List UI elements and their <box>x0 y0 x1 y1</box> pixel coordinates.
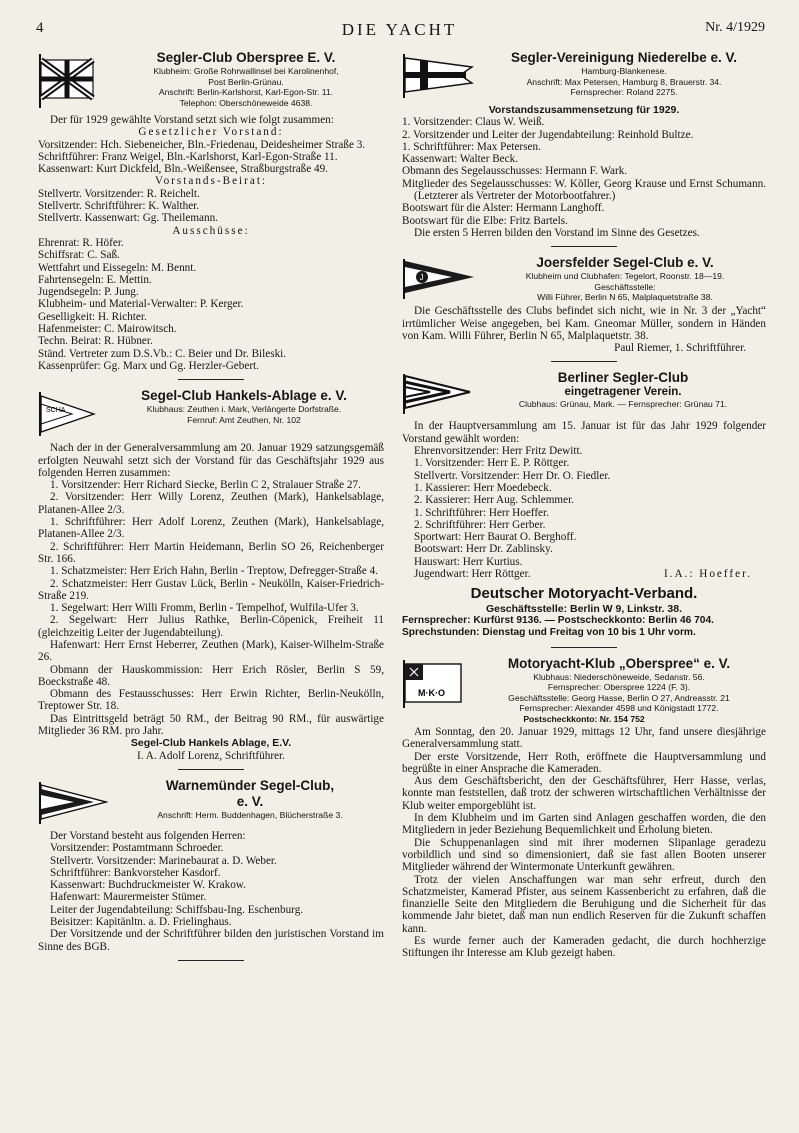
left-column <box>38 50 384 969</box>
niederelbe-burgee-icon <box>402 52 474 100</box>
page-number: 4 <box>36 20 44 36</box>
niederelbe-line: Bootswart für die Elbe: Fritz Bartels. <box>402 214 568 227</box>
niederelbe-line: 1. Vorsitzender: Claus W. Weiß. <box>402 116 545 129</box>
motoryacht-info-5: Postscheckkonto: Nr. 154 752 <box>523 713 645 724</box>
joersfelder-info-2: Geschäftsstelle: <box>594 281 656 292</box>
verband-line: Sprechstunden: Dienstag und Freitag von 10 bis 1 Uhr vorm. <box>402 627 696 639</box>
joersfelder-title: Joersfelder Segel-Club e. V. <box>536 255 714 271</box>
warnemuende-line: Hafenwart: Maurermeister Stümer. <box>50 891 207 904</box>
hankels-line: Das Eintrittsgeld beträgt 50 RM., der Beitrag 90 RM., für auswärtige Mitglieder 36 RM. pro Jahr. <box>38 712 384 738</box>
divider <box>178 769 244 770</box>
berliner-line: 1. Schriftführer: Herr Hoeffer. <box>414 506 549 519</box>
berliner-subtitle: eingetragener Verein. <box>564 386 682 399</box>
berliner-info: Clubhaus: Grünau, Mark. — Fernsprecher: Grünau 71. <box>518 398 728 409</box>
warnemuende-intro: Der Vorstand besteht aus folgenden Herren: <box>50 829 246 842</box>
motoryacht-para: Es wurde ferner auch der Kameraden gedacht, die durch hochherzige Stiftungen ihr Interesse am Klub gezeigt haben. <box>402 935 766 960</box>
oberspree-line: Klubheim- und Material-Verwalter: P. Kerger. <box>38 298 244 311</box>
hankels-line: 2. Schriftführer: Herr Martin Heidemann, Berlin SO 26, Reichenberger Str. 166. <box>38 540 384 565</box>
niederelbe-info-2: Anschrift: Max Petersen, Hamburg 8, Brauerstr. 34. <box>526 76 722 87</box>
club-oberspree <box>38 50 384 372</box>
issue-number: Nr. 4/1929 <box>705 20 765 35</box>
niederelbe-line: Kassenwart: Walter Beck. <box>402 153 519 166</box>
joersfelder-burgee-icon <box>402 257 476 301</box>
niederelbe-info-1: Hamburg-Blankenese. <box>581 66 667 76</box>
magazine-title: DIE YACHT <box>341 20 458 39</box>
section-motoryacht-verband <box>402 584 766 639</box>
hankels-info-2: Fernruf: Amt Zeuthen, Nr. 102 <box>187 414 301 425</box>
warnemuende-line: Vorsitzender: Postamtmann Schroeder. <box>50 842 224 855</box>
warnemuende-outro: Der Vorsitzende und der Schriftführer bilden den juristischen Vorstand im Sinne des BGB. <box>38 928 384 953</box>
motoryacht-para: Aus dem Geschäftsbericht, den der Geschäftsführer, Herr Hasse, verlas, konnte man feststellen, daß trotz der schweren wirtschaftlichen Verhältnisse der Klub weiter emporgeblüht ist. <box>402 775 766 812</box>
verband-line: Geschäftsstelle: Berlin W 9, Linkstr. 38. <box>485 602 683 615</box>
oberspree-info-2: Post Berlin-Grünau. <box>208 76 284 87</box>
berliner-line: Stellvertr. Vorsitzender: Herr Dr. O. Fiedler. <box>414 469 611 482</box>
hankels-line: 1. Vorsitzender: Herr Richard Siecke, Berlin C 2, Stralauer Straße 27. <box>50 479 361 492</box>
oberspree-intro: Der für 1929 gewählte Vorstand setzt sich wie folgt zusammen: <box>50 114 334 126</box>
berliner-burgee-icon <box>402 372 472 416</box>
club-berliner <box>402 370 766 580</box>
niederelbe-line: 2. Vorsitzender und Leiter der Jugendabteilung: Reinhold Bultze. <box>402 128 694 141</box>
berliner-line: Bootswart: Herr Dr. Zablinsky. <box>414 543 553 556</box>
oberspree-info-4: Telephon: Oberschöneweide 4638. <box>179 97 313 108</box>
motoryacht-para: Der erste Vorsitzende, Herr Roth, eröffnete die Hauptversammlung und begrüßte in einer Ansprache die Kameraden. <box>402 750 766 775</box>
warnemuende-line: Stellvertr. Vorsitzender: Marinebaurat a. D. Weber. <box>50 854 277 867</box>
hankels-signature-club: Segel-Club Hankels Ablage, E.V. <box>130 737 292 750</box>
niederelbe-line: 1. Schriftführer: Max Petersen. <box>402 140 541 153</box>
hankels-title: Segel-Club Hankels-Ablage e. V. <box>141 388 347 404</box>
oberspree-line: Schiffsrat: C. Saß. <box>38 249 120 262</box>
oberspree-heading-2: Vorstands-Beirat: <box>154 175 268 188</box>
divider <box>551 361 617 362</box>
club-niederelbe <box>402 50 766 239</box>
svg-text:M·K·O: M·K·O <box>418 687 445 698</box>
berliner-line: Hauswart: Herr Kurtius. <box>414 555 523 568</box>
oberspree-line: Stellvertr. Kassenwart: Gg. Theilemann. <box>38 212 218 225</box>
hankels-line: Hafenwart: Herr Ernst Heberrer, Zeuthen (Mark), Kaiser-Wilhelm-Straße 26. <box>38 638 384 664</box>
hankels-line: 1. Schriftführer: Herr Adolf Lorenz, Zeuthen (Mark), Hankelsablage, Platanen-Allee 2/3. <box>38 516 384 541</box>
divider <box>551 647 617 648</box>
oberspree-line: Stellvertr. Vorsitzender: R. Reichelt. <box>38 187 200 200</box>
berliner-line: Jugendwart: Herr Röttger. <box>414 568 531 581</box>
motoryacht-info-2: Fernsprecher: Oberspree 1224 (F. 3). <box>547 682 691 692</box>
berliner-signature: I.A.: Hoeffer. <box>663 568 752 581</box>
warnemuende-line: Schriftführer: Bankvorsteher Kasdorf. <box>50 866 221 879</box>
motoryacht-para: Am Sonntag, den 20. Januar 1929, mittags 12 Uhr, fand unsere diesjährige Generalversammlung statt. <box>402 726 766 751</box>
divider <box>178 960 244 961</box>
oberspree-info-1: Klubheim: Große Rohrwallinsel bei Karolinenhof, <box>153 66 339 76</box>
divider <box>551 246 617 247</box>
hankels-line: Obmann der Hauskommission: Herr Erich Rösler, Berlin S 59, Boeckstraße 48. <box>38 663 384 688</box>
club-joersfelder <box>402 255 766 354</box>
niederelbe-info-3: Fernsprecher: Roland 2275. <box>570 87 678 97</box>
right-column <box>402 50 766 960</box>
joersfelder-info-3: Willi Führer, Berlin N 65, Malplaquetstraße 38. <box>537 292 713 303</box>
niederelbe-line: Obmann des Segelausschusses: Hermann F. Wark. <box>402 165 628 178</box>
motoryacht-flag-icon <box>402 658 464 710</box>
warnemuende-line: Beisitzer: Kapitänltn. a. D. Frielinghaus. <box>50 916 232 929</box>
niederelbe-title: Segler-Vereinigung Niederelbe e. V. <box>510 50 738 65</box>
oberspree-title: Segler-Club Oberspree E. V. <box>156 50 336 65</box>
berliner-last-row <box>402 568 766 580</box>
oberspree-line: Ständ. Vertreter zum D.S.Vb.: C. Beier und Dr. Bileski. <box>38 347 287 360</box>
joersfelder-info-1: Klubheim und Clubhafen: Tegelort, Roonstr. 18—19. <box>525 271 725 282</box>
berliner-title: Berliner Segler-Club <box>557 370 689 386</box>
motoryacht-para: In dem Klubheim und im Garten sind Anlagen geschaffen worden, die den Mitgliedern in jeder Beziehung Bequemlichkeit und Erholung bieten. <box>402 812 766 837</box>
berliner-line: Ehrenvorsitzender: Herr Fritz Dewitt. <box>414 445 583 458</box>
motoryacht-info-1: Klubhaus: Niederschöneweide, Sedanstr. 56. <box>533 671 705 682</box>
hankels-line: 2. Segelwart: Herr Julius Rathke, Berlin-Cöpenick, Freiheit 11 (gleichzeitig Leiter der Jugendabteilung). <box>38 614 384 639</box>
motoryacht-title: Motoryacht-Klub „Oberspree“ e. V. <box>507 655 731 671</box>
oberspree-burgee-icon <box>38 52 100 110</box>
motoryacht-info-4: Fernsprecher: Alexander 4598 und Königstadt 1772. <box>519 703 719 713</box>
club-warnemuende <box>38 778 384 953</box>
motoryacht-info-3: Geschäftsstelle: Georg Hasse, Berlin O 27, Andreasstr. 21 <box>508 692 730 703</box>
hankels-intro: Nach der in der Generalversammlung am 20. Januar 1929 satzungsgemäß erfolgten Neuwahl setzt sich der Vorstand für das Geschäftsjahr 1929 aus folgenden Herren zusammen: <box>38 442 384 479</box>
hankels-signature: I. A. Adolf Lorenz, Schriftführer. <box>137 749 285 762</box>
hankels-line: 2. Schatzmeister: Herr Gustav Lück, Berlin - Neukölln, Kaiser-Friedrich-Straße 219. <box>38 577 384 602</box>
hankels-burgee-icon <box>38 390 96 438</box>
motoryacht-para: Trotz der vielen Anschaffungen war man sehr erfreut, durch den Schatzmeister, Kamerad Pfister, aus seinem Kassenbericht zu erfahren, daß die finanzielle Seite den Mitgliedern die Beruhigung und die Sicherheit für das kommende Jahr bietet, daß man nun endlich Reserven für die Zukunft schaffen kann. <box>402 873 766 935</box>
oberspree-info-3: Anschrift: Berlin-Karlshorst, Karl-Egon-Str. 11. <box>158 87 334 97</box>
oberspree-line: Schriftführer: Franz Weigel, Bln.-Karlshorst, Karl-Egon-Straße 11. <box>38 150 338 163</box>
berliner-intro: In der Hauptversammlung am 15. Januar ist für das Jahr 1929 folgender Vorstand gewählt worden: <box>402 420 766 445</box>
svg-text:J: J <box>419 273 424 283</box>
page-header <box>0 20 799 44</box>
oberspree-line: Kassenwart: Kurt Dickfeld, Bln.-Weißensee, Straßburgstraße 49. <box>38 163 328 176</box>
oberspree-line: Ehrenrat: R. Höfer. <box>38 236 124 249</box>
joersfelder-signature: Paul Riemer, 1. Schriftführer. <box>614 342 746 355</box>
oberspree-line: Jugendsegeln: P. Jung. <box>38 286 139 299</box>
hankels-line: 2. Vorsitzender: Herr Willy Lorenz, Zeuthen (Mark), Hankelsablage, Platanen-Allee 2/3. <box>38 491 384 516</box>
niederelbe-line: Mitglieder des Segelausschusses: W. Köller, Georg Krause und Ernst Schumann. (Letzterer als Vertreter der Motorbootfahrer.) <box>402 177 766 203</box>
verband-line: Fernsprecher: Kurfürst 9136. — Postscheckkonto: Berlin 46 704. <box>402 614 714 626</box>
warnemuende-title-2: e. V. <box>236 793 264 809</box>
hankels-info-1: Klubhaus: Zeuthen i. Mark, Verlängerte Dorfstraße. <box>146 404 342 415</box>
berliner-line: Sportwart: Herr Baurat O. Berghoff. <box>414 531 577 544</box>
svg-text:SCHA: SCHA <box>46 407 66 415</box>
niederelbe-outro: Die ersten 5 Herren bilden den Vorstand im Sinne des Gesetzes. <box>414 226 700 239</box>
oberspree-line: Techn. Beirat: R. Hübner. <box>38 335 153 348</box>
berliner-line: 2. Kassierer: Herr Aug. Schlemmer. <box>414 494 574 507</box>
berliner-line: 1. Vorsitzender: Herr E. P. Röttger. <box>414 457 570 470</box>
warnemuende-line: Kassenwart: Buchdruckmeister W. Krakow. <box>50 879 246 892</box>
berliner-line: 1. Kassierer: Herr Moedebeck. <box>414 481 552 494</box>
divider <box>178 379 244 380</box>
hankels-line: 1. Schatzmeister: Herr Erich Hahn, Berlin - Treptow, Defregger-Straße 4. <box>50 565 379 578</box>
hankels-line: Obmann des Festausschusses: Herr Erwin Richter, Berlin-Neukölln, Treptower Str. 18. <box>38 688 384 713</box>
hankels-line: 1. Segelwart: Herr Willi Fromm, Berlin - Tempelhof, Wulfila-Ufer 3. <box>50 602 359 615</box>
niederelbe-line: Bootswart für die Alster: Hermann Langhoff. <box>402 202 605 215</box>
warnemuende-burgee-icon <box>38 780 108 826</box>
warnemuende-info: Anschrift: Herm. Buddenhagen, Blücherstraße 3. <box>157 809 343 820</box>
oberspree-line: Kassenprüfer: Gg. Marx und Gg. Herzler-Gebert. <box>38 359 259 372</box>
verband-title: Deutscher Motoryacht-Verband. <box>470 585 698 603</box>
oberspree-line: Geselligkeit: H. Richter. <box>38 310 147 323</box>
joersfelder-body: Die Geschäftsstelle des Clubs befindet sich nicht, wie in Nr. 3 der „Yacht“ irrtümlicher Weise angegeben, bei Kam. Gneomar Müller, sondern in Händen von Kam. Willi Führer, Berlin N 65, Malplaquetstr. 38. <box>402 305 766 342</box>
warnemuende-title: Warnemünder Segel-Club, <box>165 777 335 793</box>
oberspree-line: Vorsitzender: Hch. Siebeneicher, Bln.-Friedenau, Deidesheimer Straße 3. <box>38 138 366 151</box>
oberspree-line: Fahrtensegeln: E. Mettin. <box>38 273 152 286</box>
warnemuende-line: Leiter der Jugendabteilung: Schiffsbau-Ing. Eschenburg. <box>50 903 304 916</box>
oberspree-line: Wettfahrt und Eissegeln: M. Bennt. <box>38 261 197 274</box>
berliner-line: 2. Schriftführer: Herr Gerber. <box>414 518 546 531</box>
club-motoryacht-oberspree <box>402 656 766 960</box>
oberspree-heading-3: Ausschüsse: <box>172 224 250 237</box>
club-hankels-ablage <box>38 388 384 762</box>
oberspree-line: Hafenmeister: C. Mairowitsch. <box>38 323 177 336</box>
motoryacht-para: Die Schuppenanlagen sind mit ihrer modernen Slipanlage geradezu vorbildlich und sind so dimensioniert, daß sie fast allen Booten unserer Mitglieder während der Wintermonate Unterkunft gewähren. <box>402 836 766 874</box>
niederelbe-heading: Vorstandszusammensetzung für 1929. <box>488 104 680 116</box>
oberspree-heading-1: Gesetzlicher Vorstand: <box>138 126 284 139</box>
oberspree-line: Stellvertr. Schriftführer: K. Walther. <box>38 200 200 213</box>
